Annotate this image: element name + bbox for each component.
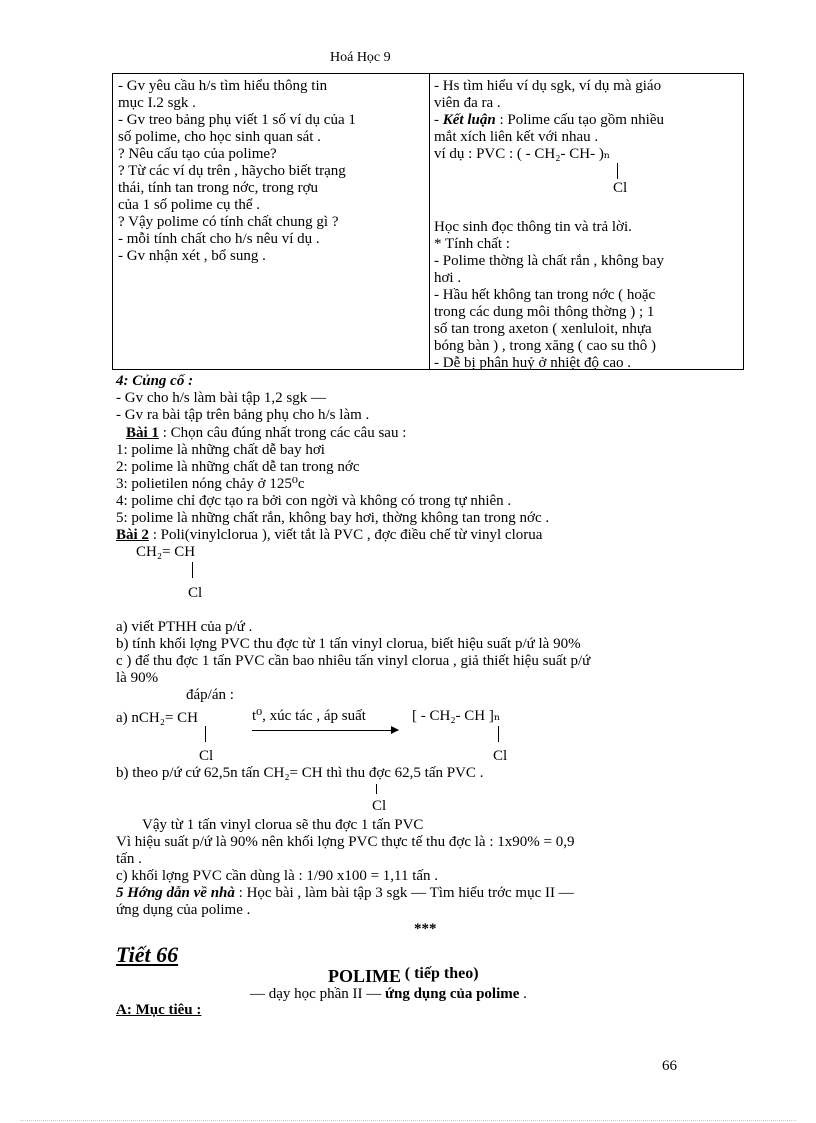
teacher-line: - Gv yêu cầu h/s tìm hiểu thông tin (118, 78, 328, 94)
solution-line: tấn . (116, 851, 142, 867)
option: 4: polime chỉ đợc tạo ra bởi con ngời và không có trong tự nhiên . (116, 493, 512, 509)
lesson-title (328, 966, 479, 987)
subtitle-pre: — dạy học phần II — (250, 986, 382, 1002)
page-bottom-divider (20, 1120, 796, 1121)
subtitle-bold: ứng dụng của polime (384, 986, 520, 1002)
student-line: - Dễ bị phân huỷ ở nhiệt độ cao . (434, 355, 632, 371)
bond-line (376, 784, 377, 794)
conclusion-line: - Kết luận : Polime cấu tạo gồm nhiều (434, 112, 664, 128)
student-line: - Polime thờng là chất rắn , không bay (434, 253, 664, 269)
reaction-arrow (252, 730, 398, 731)
subtitle-end: . (523, 986, 527, 1002)
student-line: - Hầu hết không tan trong nớc ( hoặc (434, 287, 656, 303)
pvc-cl: Cl (613, 180, 628, 196)
option: 5: polime là những chất rắn, không bay hơi, thờng không tan trong nớc . (116, 510, 550, 526)
exercise1-prompt: : Chọn câu đúng nhất trong các câu sau : (158, 425, 407, 441)
student-line: viên đa ra . (434, 95, 501, 111)
page-header: Hoá Học 9 (330, 50, 391, 65)
part-b: b) theo p/ứ cứ 62,5n tấn CH₂= CH thì thu đợc 62,5 tấn PVC . (116, 765, 484, 781)
lesson-tiet: Tiết 66 (116, 942, 179, 967)
question: a) viết PTHH của p/ứ . (116, 619, 253, 635)
question: là 90% (116, 670, 159, 686)
consolidation-line: - Gv cho h/s làm bài tập 1,2 sgk — (116, 390, 326, 406)
lesson-table (112, 73, 744, 370)
bond-line (617, 163, 618, 179)
exercise2-header (116, 528, 542, 542)
homework-line2: ứng dụng của polime . (116, 902, 251, 918)
question: c ) để thu đợc 1 tấn PVC cần bao nhiêu tấn vinyl clorua , giả thiết hiệu suất p/ứ (116, 653, 591, 669)
lesson-title-main: POLIME (328, 966, 402, 986)
reaction-left: a) nCH₂= CH (116, 710, 199, 726)
bond-line (205, 726, 206, 742)
consolidation-line: - Gv ra bài tập trên bảng phụ cho h/s làm . (116, 407, 370, 423)
objectives-heading: A: Mục tiêu : (116, 1002, 202, 1018)
conclusion-label: Kết luận (442, 112, 496, 128)
pvc-example: ví dụ : PVC : ( - CH₂- CH- )ₙ (434, 146, 611, 162)
monomer-cl: Cl (188, 585, 203, 601)
homework-line (116, 886, 574, 900)
solution-line: c) khối lợng PVC cần dùng là : 1/90 x100 = 1,11 tấn . (116, 868, 439, 884)
option: 1: polime là những chất dễ bay hơi (116, 442, 325, 458)
lesson-subtitle (250, 987, 527, 1001)
reaction-cl-left: Cl (199, 748, 214, 764)
student-line: - Hs tìm hiểu ví dụ sgk, ví dụ mà giáo (434, 78, 662, 94)
option: 3: polietilen nóng chảy ở 125⁰c (116, 476, 305, 492)
teacher-line: - Gv nhận xét , bổ sung . (118, 248, 266, 264)
student-line: số tan trong axeton ( xenluloit, nhựa (434, 321, 652, 337)
exercise2-label: Bài 2 (116, 527, 149, 543)
student-line: trong các dung môi thông thờng ) ; 1 (434, 304, 655, 320)
teacher-line: thái, tính tan trong nớc, trong rợu (118, 180, 318, 196)
teacher-line: ? Từ các ví dụ trên , hãycho biết trạng (118, 163, 346, 179)
conclusion-text: : Polime cấu tạo gồm nhiều (495, 112, 664, 128)
solution-line: Vì hiệu suất p/ứ là 90% nên khối lợng PVC thực tế thu đợc là : 1x90% = 0,9 (116, 834, 575, 850)
consolidation-heading: 4: Củng cố : (116, 373, 194, 389)
teacher-line: ? Vậy polime có tính chất chung gì ? (118, 214, 339, 230)
homework-label: 5 Hớng dẫn về nhà (116, 885, 235, 901)
exercise1-header (126, 426, 406, 440)
teacher-line: của 1 số polime cụ thể . (118, 197, 261, 213)
page-number: 66 (662, 1058, 677, 1074)
reaction-condition: t⁰, xúc tác , áp suất (252, 708, 366, 724)
homework-text: : Học bài , làm bài tập 3 sgk — Tìm hiểu trớc mục II — (234, 885, 574, 901)
solution-line: Vậy từ 1 tấn vinyl clorua sẽ thu đợc 1 tấn PVC (142, 817, 424, 833)
bond-line (498, 726, 499, 742)
exercise2-prompt: : Poli(vinylclorua ), viết tắt là PVC , đợc điều chế từ vinyl clorua (148, 527, 543, 543)
student-line: mắt xích liên kết với nhau . (434, 129, 599, 145)
teacher-line: - Gv treo bảng phụ viết 1 số ví dụ của 1 (118, 112, 356, 128)
teacher-line: mục I.2 sgk . (118, 95, 196, 111)
exercise1-label: Bài 1 (126, 425, 159, 441)
monomer-formula: CH₂= CH (136, 544, 196, 560)
question: b) tính khối lợng PVC thu đợc từ 1 tấn vinyl clorua, biết hiệu suất p/ứ là 90% (116, 636, 581, 652)
teacher-line: số polime, cho học sinh quan sát . (118, 129, 321, 145)
reaction-right: [ - CH₂- CH ]ₙ (412, 708, 501, 724)
reaction-cl-right: Cl (493, 748, 508, 764)
option: 2: polime là những chất dễ tan trong nớc (116, 459, 360, 475)
answer-label: đáp/án : (186, 687, 234, 703)
teacher-line: ? Nêu cấu tạo của polime? (118, 146, 277, 162)
lesson-title-suffix: ( tiếp theo) (404, 965, 479, 982)
student-line: hơi . (434, 270, 462, 286)
bond-line (192, 562, 193, 578)
student-line: bóng bàn ) , trong xăng ( cao su thô ) (434, 338, 657, 354)
separator: *** (414, 921, 437, 937)
student-line: Học sinh đọc thông tin và trả lời. (434, 219, 632, 235)
table-divider (429, 74, 430, 369)
part-b-cl: Cl (372, 798, 387, 814)
student-line: * Tính chất : (434, 236, 510, 252)
teacher-line: - mỗi tính chất cho h/s nêu ví dụ . (118, 231, 320, 247)
